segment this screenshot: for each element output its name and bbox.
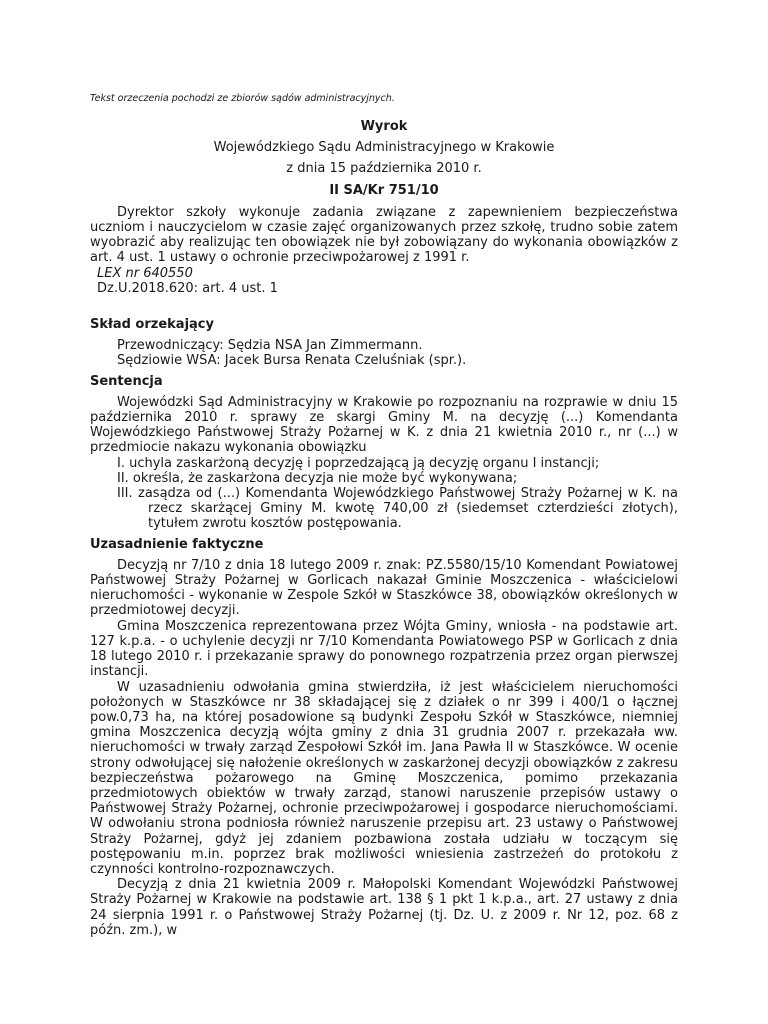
legal-basis-reference: Dz.U.2018.620: art. 4 ust. 1 — [97, 280, 278, 296]
panel-chair: Przewodniczący: Sędzia NSA Jan Zimmermann. — [117, 338, 423, 354]
sentencja-intro: Wojewódzki Sąd Administracyjny w Krakowie po rozpoznaniu na rozprawie w dniu 15 października 2010 r. sprawy ze skargi Gminy M. na decyzję (...) Komendanta Wojewódzkiego Państwowej Straży Pożarnej w K. z dnia 21 kwietnia 2010 r., nr (...) w przedmiocie nakazu wykonania obowiązku — [90, 394, 678, 456]
uzasadnienie-paragraph: Decyzją z dnia 21 kwietnia 2009 r. Małopolski Komendant Wojewódzki Państwowej Straży Pożarnej w Krakowie na podstawie art. 138 § 1 pkt 1 k.p.a., art. 27 ustawy z dnia 24 sierpnia 1991 r. o Państwowej Straży Pożarnej (tj. Dz. U. z 2009 r. Nr 12, poz. 68 z późn. zm.), w — [90, 877, 678, 938]
document-title: Wyrok — [360, 119, 408, 134]
panel-judges: Sędziowie WSA: Jacek Bursa Renata Czeluśniak (spr.). — [117, 353, 467, 369]
sentencja-item: II. określa, że zaskarżona decyzja nie może być wykonywana; — [117, 470, 518, 486]
uzasadnienie-paragraph: W uzasadnieniu odwołania gmina stwierdziła, iż jest właścicielem nieruchomości położonych w Staszkówce nr 38 składającej się z działek o nr 399 i 400/1 o łącznej pow.0,73 ha, na której posadowione są budynki Zespołu Szkół w Staszkówce, niemniej gmina Moszczenica decyzją wójta gminy z dnia 31 grudnia 2007 r. przekazała ww. nieruchomości w trwały zarząd Zespołowi Szkół im. Jana Pawła II w Staszkówce. W ocenie strony odwołującej się nałożenie określonych w zaskarżonej decyzji obowiązków z zakresu bezpieczeństwa pożarowego na Gminę Moszczenica, pomimo przekazania przedmiotowych obiektów w trwały zarząd, stanowi naruszenie przepisów ustawy o Państwowej Straży Pożarnej, ochronie przeciwpożarowej i gospodarce nieruchomościami. W odwołaniu strona podniosła również naruszenie przepisu art. 23 ustawy o Państwowej Straży Pożarnej, gdyż jej zdaniem pozbawiona została udziału w toczącym się postępowaniu m.in. poprzez brak możliwości wniesienia zastrzeżeń do protokołu z czynności kontrolno-rozpoznawczych. — [90, 679, 678, 877]
thesis-paragraph: Dyrektor szkoły wykonuje zadania związane z zapewnieniem bezpieczeństwa uczniom i nauczycielom w czasie zajęć organizowanych przez szkołę, trudno sobie zatem wyobrazić aby realizując ten obowiązek nie był zobowiązany do wykonania obowiązków z art. 4 ust. 1 ustawy o ochronie przeciwpożarowej z 1991 r. — [90, 204, 678, 266]
document-page — [90, 93, 678, 938]
judgment-date: z dnia 15 października 2010 r. — [286, 161, 482, 177]
case-signature: II SA/Kr 751/10 — [329, 182, 439, 198]
uzasadnienie-paragraph: Decyzją nr 7/10 z dnia 18 lutego 2009 r. znak: PZ.5580/15/10 Komendant Powiatowej Państwowej Straży Pożarnej w Gorlicach nakazał Gminie Moszczenica - właścicielowi nieruchomości - wykonanie w Zespole Szkół w Staszkówce 38, obowiązków określonych w przedmiotowej decyzji. — [90, 557, 678, 619]
sentencja-list — [90, 456, 678, 532]
lex-reference: LEX nr 640550 — [97, 265, 193, 281]
source-note: Tekst orzeczenia pochodzi ze zbiorów sądów administracyjnych. — [90, 93, 395, 104]
sentencja-item: III. zasądza od (...) Komendanta Wojewódzkiego Państwowej Straży Pożarnej w K. na rzecz skarżącej Gminy M. kwotę 740,00 zł (siedemset czterdzieści złotych), tytułem zwrotu kosztów postępowania. — [117, 486, 678, 532]
uzasadnienie-heading: Uzasadnienie faktyczne — [90, 536, 264, 552]
panel-heading: Skład orzekający — [90, 317, 214, 333]
sentencja-heading: Sentencja — [90, 373, 163, 389]
uzasadnienie-paragraph: Gmina Moszczenica reprezentowana przez Wójta Gminy, wniosła - na podstawie art. 127 k.p.a. - o uchylenie decyzji nr 7/10 Komendanta Powiatowego PSP w Gorlicach z dnia 18 lutego 2010 r. i przekazanie sprawy do ponownego rozpatrzenia przez organ pierwszej instancji. — [90, 618, 678, 680]
court-name: Wojewódzkiego Sądu Administracyjnego w Krakowie — [213, 140, 555, 156]
sentencja-item: I. uchyla zaskarżoną decyzję i poprzedzającą ją decyzję organu I instancji; — [117, 455, 600, 471]
